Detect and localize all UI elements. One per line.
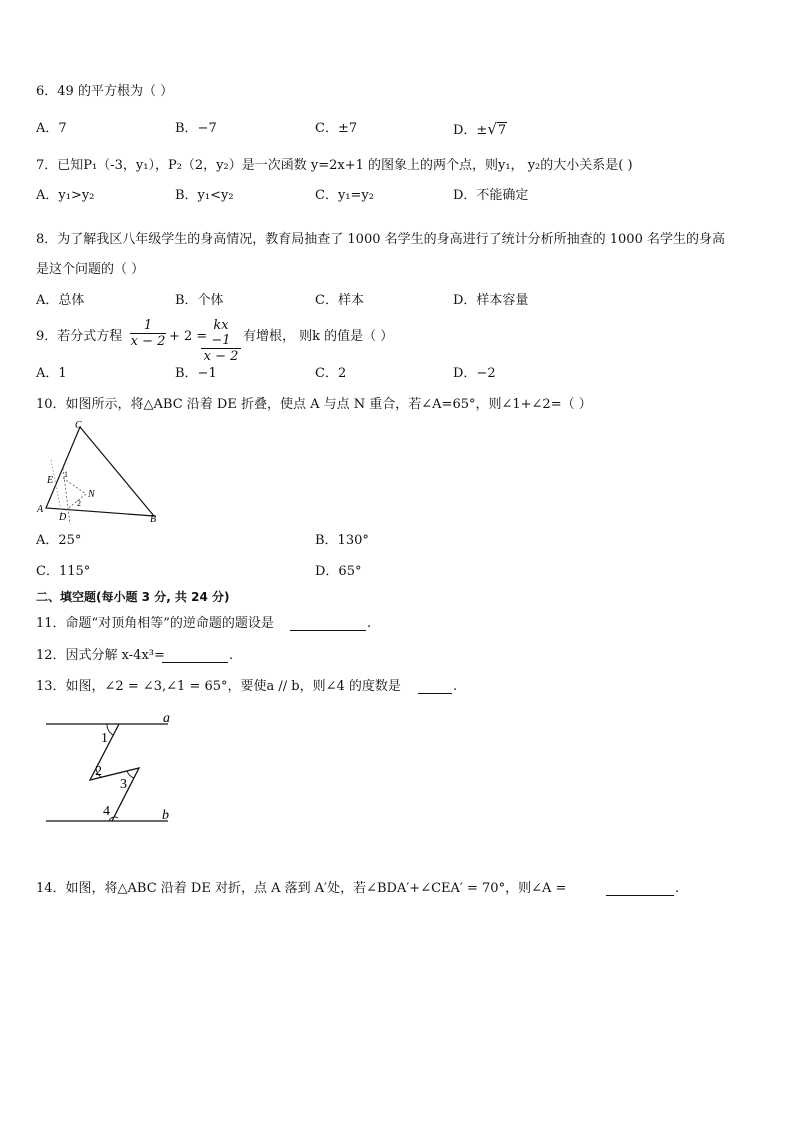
q14-answer-blank[interactable] [606,894,674,896]
fold-line-en [63,478,86,494]
q9-option-a: A．1 [36,366,67,381]
q11-stem: 11．命题“对顶角相等”的逆命题的题设是 [36,616,274,631]
q6-option-d-radicand: 7 [497,123,507,138]
q10-option-a: A．25° [36,533,82,548]
q7-option-b: B．y₁<y₂ [175,188,234,203]
q11-end: . [367,616,372,631]
q9-fraction-1-numerator: 1 [130,318,166,334]
q8-stem-line1: 8．为了解我区八年级学生的身高情况，教育局抽查了 1000 名学生的身高进行了统计分析所抽查的 1000 名学生的身高 [36,232,725,247]
q9-fraction-1-denominator: x − 2 [130,334,166,349]
q10-stem: 10．如图所示，将△ABC 沿着 DE 折叠，使点 A 与点 N 重合，若∠A=65°，则∠1+∠2=（ ） [36,397,592,412]
sqrt-symbol: √ [487,120,497,138]
q6-option-b: B．−7 [175,121,217,136]
q6-option-d [453,121,507,139]
label-e: E [47,475,54,486]
q7-option-c: C．y₁=y₂ [315,188,374,203]
label-angle-2: 2 [77,499,81,508]
q9-prefix: 9．若分式方程 [36,329,123,344]
q9-option-b: B．−1 [175,366,217,381]
q6-option-d-prefix: D．± [453,123,488,138]
q7-option-d: D．不能确定 [453,188,529,203]
q9-fraction-2 [201,318,241,364]
q7-stem: 7．已知P₁（-3，y₁），P₂（2，y₂）是一次函数 y=2x+1 的图象上的两个点，则y₁， y₂的大小关系是( ) [36,158,633,173]
section-2-title: 二、填空题(每小题 3 分, 共 24 分) [36,590,230,604]
label-angle-1: 1 [101,731,108,746]
q6-option-a: A．7 [36,121,67,136]
q13-answer-blank[interactable] [418,692,452,694]
label-angle-1: 1 [64,470,68,479]
q13-stem: 13．如图，∠2 = ∠3,∠1 = 65°，要使a // b，则∠4 的度数是 [36,679,401,694]
q7-option-a: A．y₁>y₂ [36,188,95,203]
label-b: B [150,514,157,525]
triangle-abc [46,427,154,516]
q10-option-b: B．130° [315,533,369,548]
q13-end: . [453,679,458,694]
q10-option-c: C．115° [36,564,91,579]
q13-parallel-lines-figure [44,708,184,828]
q14-end: . [675,881,680,896]
angle-3-arc [127,771,134,778]
q6-option-c: C．±7 [315,121,358,136]
q9-option-c: C．2 [315,366,347,381]
q10-option-d: D．65° [315,564,362,579]
q10-triangle-figure [34,416,164,526]
q8-option-a: A．总体 [36,293,85,308]
q12-stem: 12．因式分解 x-4x³= [36,648,165,663]
label-c: C [75,420,82,431]
label-line-b: b [162,808,169,823]
q12-answer-blank[interactable] [162,661,228,663]
label-angle-4: 4 [103,804,110,819]
q9-fraction-1 [130,318,166,349]
q9-option-d: D．−2 [453,366,496,381]
q9-suffix: 有增根， 则k 的值是（ ） [243,329,394,344]
q8-option-c: C．样本 [315,293,364,308]
label-angle-2: 2 [95,764,102,779]
label-n: N [88,489,95,500]
q9-plus-two-equals: + 2 = [169,329,208,344]
q9-fraction-2-denominator: x − 2 [203,349,239,364]
label-a: A [37,504,44,515]
label-line-a: a [163,711,170,726]
q11-answer-blank[interactable] [290,629,366,631]
label-angle-3: 3 [120,777,127,792]
q9-fraction-2-numerator: kx −1 [201,318,241,349]
q6-stem: 6．49 的平方根为（ ） [36,84,174,99]
q8-option-d: D．样本容量 [453,293,529,308]
q14-stem: 14．如图，将△ABC 沿着 DE 对折，点 A 落到 A′处，若∠BDA′+∠CEA′ = 70°，则∠A = [36,881,567,896]
q8-option-b: B．个体 [175,293,224,308]
fold-aux-line [51,460,62,516]
label-d: D [59,512,67,523]
q8-stem-line2: 是这个问题的（ ） [36,262,145,277]
q12-end: . [229,648,234,663]
